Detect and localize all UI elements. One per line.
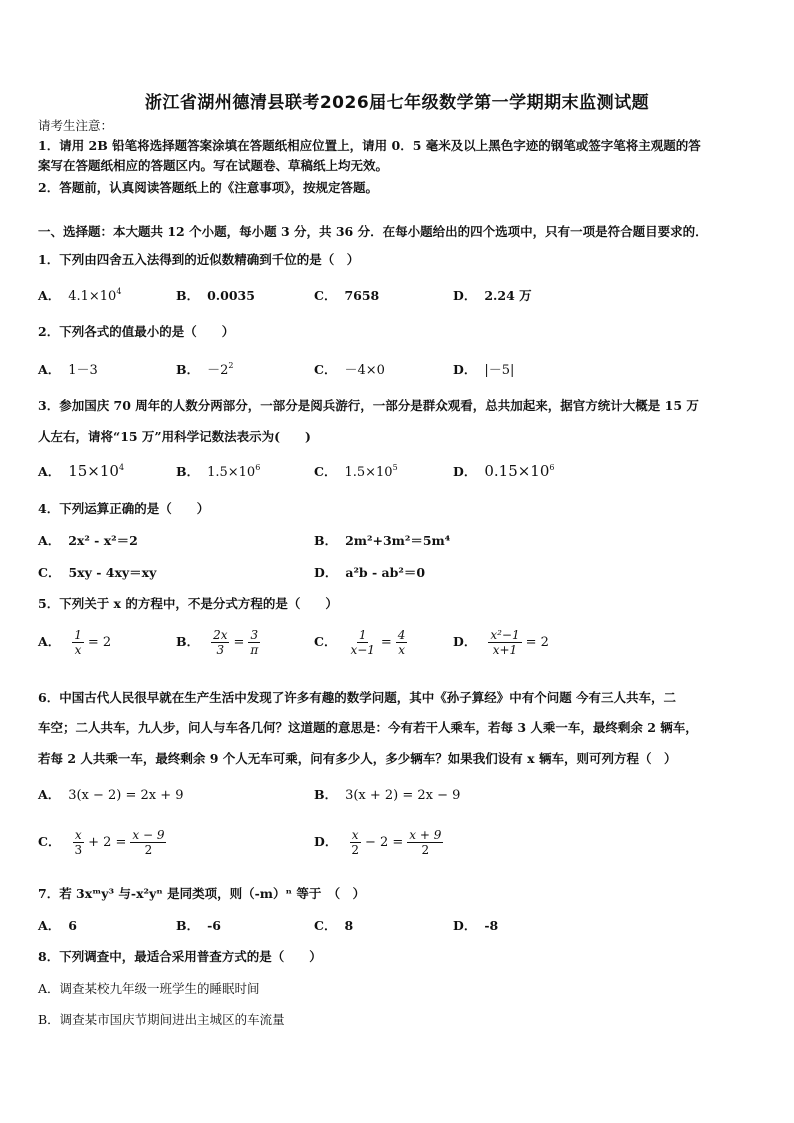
question-6-stem-line-2: 车空；二人共车，九人步，问人与车各几何？这道题的意思是：今有若干人乘车，若每 3 人乘一车，最终剩余 2 辆车， [38,720,698,735]
question-4-stem: 4．下列运算正确的是（ ） [38,501,210,516]
option-label: C． [314,634,337,649]
question-1-stem: 1．下列由四舍五入法得到的近似数精确到千位的是（ ） [38,252,360,267]
option-label: D． [314,834,338,849]
question-6-stem-line-1: 6．中国古代人民很早就在生产生活中发现了许多有趣的数学问题，其中《孙子算经》中有个问题 今有三人共车，二 [38,690,677,705]
option-label: B． [314,533,338,548]
section-heading: 一、选择题：本大题共 12 个小题，每小题 3 分，共 36 分．在每小题给出的四个选项中，只有一项是符合题目要求的． [38,224,708,239]
q1-option-b[interactable] [176,286,255,304]
option-label: C． [314,362,337,377]
q3-option-d[interactable] [453,462,555,480]
q1-option-a[interactable] [38,286,121,304]
option-value: 3(x − 2) = 2x + 9 [68,788,184,803]
fraction: $\frac{\text{x²−1}}{x+1}$ [490,628,520,657]
q3-option-c[interactable] [314,462,398,480]
option-value: 2x² - x²＝2 [68,533,138,548]
q7-option-c[interactable] [314,916,353,934]
option-label: B． [176,362,200,377]
option-label: D． [453,464,477,479]
q8-option-a[interactable]: A．调查某校九年级一班学生的睡眠时间 [38,981,260,996]
q2-option-a[interactable] [38,359,98,378]
question-7-stem: 7．若 3xᵐy³ 与-x²yⁿ 是同类项，则（-m）ⁿ 等于 （ ） [38,886,366,901]
q2-option-c[interactable] [314,359,385,378]
q4-option-c[interactable] [38,563,156,581]
option-label: A． [38,918,61,933]
option-label: A． [38,464,61,479]
fraction: $\frac{1}{x-1}$ [350,628,375,657]
notice-line-2: 2．答题前，认真阅读答题纸上的《注意事项》，按规定答题。 [38,180,378,195]
option-value: a²b - ab²＝0 [345,565,426,580]
option-label: A． [38,634,61,649]
q1-option-c[interactable] [314,286,379,304]
question-6-stem-line-3: 若每 2 人共乘一车，最终剩余 9 个人无车可乘，问有多少人，多少辆车？如果我们设有 x 辆车，则可列方程（ ） [38,751,677,766]
q6-option-d[interactable]: D． $\frac{x}{2}$ − 2 = $\frac{x + 9}{2}$ [314,828,442,857]
fraction: $\frac{4}{x}$ [397,628,406,657]
option-label: C． [314,288,337,303]
option-label: D． [453,362,477,377]
option-label: D． [314,565,338,580]
q5-option-b[interactable]: B． $\frac{2x}{3}$ = $\frac{3}{\pi}$ [176,628,259,657]
option-value: 3(x + 2) = 2x − 9 [345,788,461,803]
option-label: B． [314,787,338,802]
option-value: -6 [207,918,221,933]
q4-option-b[interactable] [314,531,450,549]
notice-line-1b: 案写在答题纸相应的答题区内。写在试题卷、草稿纸上均无效。 [38,158,389,173]
q7-option-a[interactable] [38,916,77,934]
option-label: C． [38,565,61,580]
option-value: 5xy - 4xy＝xy [68,565,157,580]
q5-option-a[interactable]: A． $\frac{1}{x}$ = 2 [38,628,112,657]
option-value: 2m²+3m²＝5m⁴ [345,533,451,548]
option-value: -8 [484,918,499,933]
option-value: 7658 [344,288,380,303]
option-label: C． [38,834,61,849]
option-label: C． [314,918,337,933]
notice-line-1a: 1．请用 2B 铅笔将选择题答案涂填在答题纸相应位置上，请用 0．5 毫米及以上黑色字迹的钢笔或签字笔将主观题的答 [38,138,701,153]
fraction: $\frac{x - 9}{2}$ [132,828,165,857]
option-label: A． [38,533,61,548]
option-value: 0.0035 [207,288,255,303]
q4-option-a[interactable] [38,531,138,549]
q5-option-c[interactable]: C． $\frac{1}{x-1}$ = $\frac{4}{x}$ [314,628,406,657]
fraction: $\frac{x + 9}{2}$ [409,828,442,857]
option-value: $0.15\times 10^6$ [484,462,555,480]
option-value: 1－3 [68,363,98,378]
option-value: $1.5\times 10^5$ [344,463,398,480]
question-2-stem: 2．下列各式的值最小的是（ ） [38,324,235,339]
option-label: B． [176,288,200,303]
q2-option-d[interactable] [453,359,514,378]
option-label: A． [38,288,61,303]
q4-option-d[interactable] [314,563,425,581]
q2-option-b[interactable] [176,359,233,378]
option-value: $4.1\times 10^4$ [68,287,122,304]
option-value: $1.5\times 10^6$ [207,463,261,480]
q6-option-b[interactable] [314,785,460,803]
option-label: C． [314,464,337,479]
notice-header: 请考生注意： [38,118,114,133]
q1-option-d[interactable] [453,286,532,304]
fraction: $\frac{x}{3}$ [74,828,83,857]
option-label: B． [176,464,200,479]
option-label: A． [38,362,61,377]
option-value: 8 [344,918,354,933]
option-label: A． [38,787,61,802]
q5-option-d[interactable]: D． $\frac{\text{x²−1}}{x+1}$ = 2 [453,628,549,657]
option-value: 6 [68,918,77,933]
question-8-stem: 8．下列调查中，最适合采用普查方式的是（ ） [38,949,322,964]
q6-option-a[interactable] [38,785,184,803]
option-label: D． [453,288,477,303]
option-label: D． [453,634,477,649]
option-value: －4×0 [344,363,385,378]
option-label: D． [453,918,477,933]
q8-option-b[interactable]: B．调查某市国庆节期间进出主城区的车流量 [38,1012,285,1027]
option-value: $15\times 10^4$ [68,462,125,480]
fraction: $\frac{x}{2}$ [351,828,359,857]
option-value: 2.24 万 [484,288,532,303]
option-value: |－5| [484,363,515,378]
q3-option-b[interactable] [176,462,260,480]
fraction: $\frac{2x}{3}$ [213,628,228,657]
question-5-stem: 5．下列关于 x 的方程中，不是分式方程的是（ ） [38,596,338,611]
exam-title: 浙江省湖州德清县联考2026届七年级数学第一学期期末监测试题 [144,93,650,113]
fraction: $\frac{3}{\pi}$ [250,628,259,657]
question-3-stem-line-1: 3．参加国庆 70 周年的人数分两部分，一部分是阅兵游行，一部分是群众观看，总共加起来，据官方统计大概是 15 万 [38,398,699,413]
question-3-stem-line-2: 人左右，请将“15 万”用科学记数法表示为( ) [38,429,311,444]
option-label: B． [176,918,200,933]
q7-option-d[interactable] [453,916,498,934]
option-label: B． [176,634,200,649]
fraction: $\frac{1}{x}$ [74,628,82,657]
q7-option-b[interactable] [176,916,221,934]
option-value: $-2^2$ [207,361,234,378]
q3-option-a[interactable] [38,462,124,480]
q6-option-c[interactable]: C． $\frac{x}{3}$ + 2 = $\frac{x - 9}{2}$ [38,828,165,857]
